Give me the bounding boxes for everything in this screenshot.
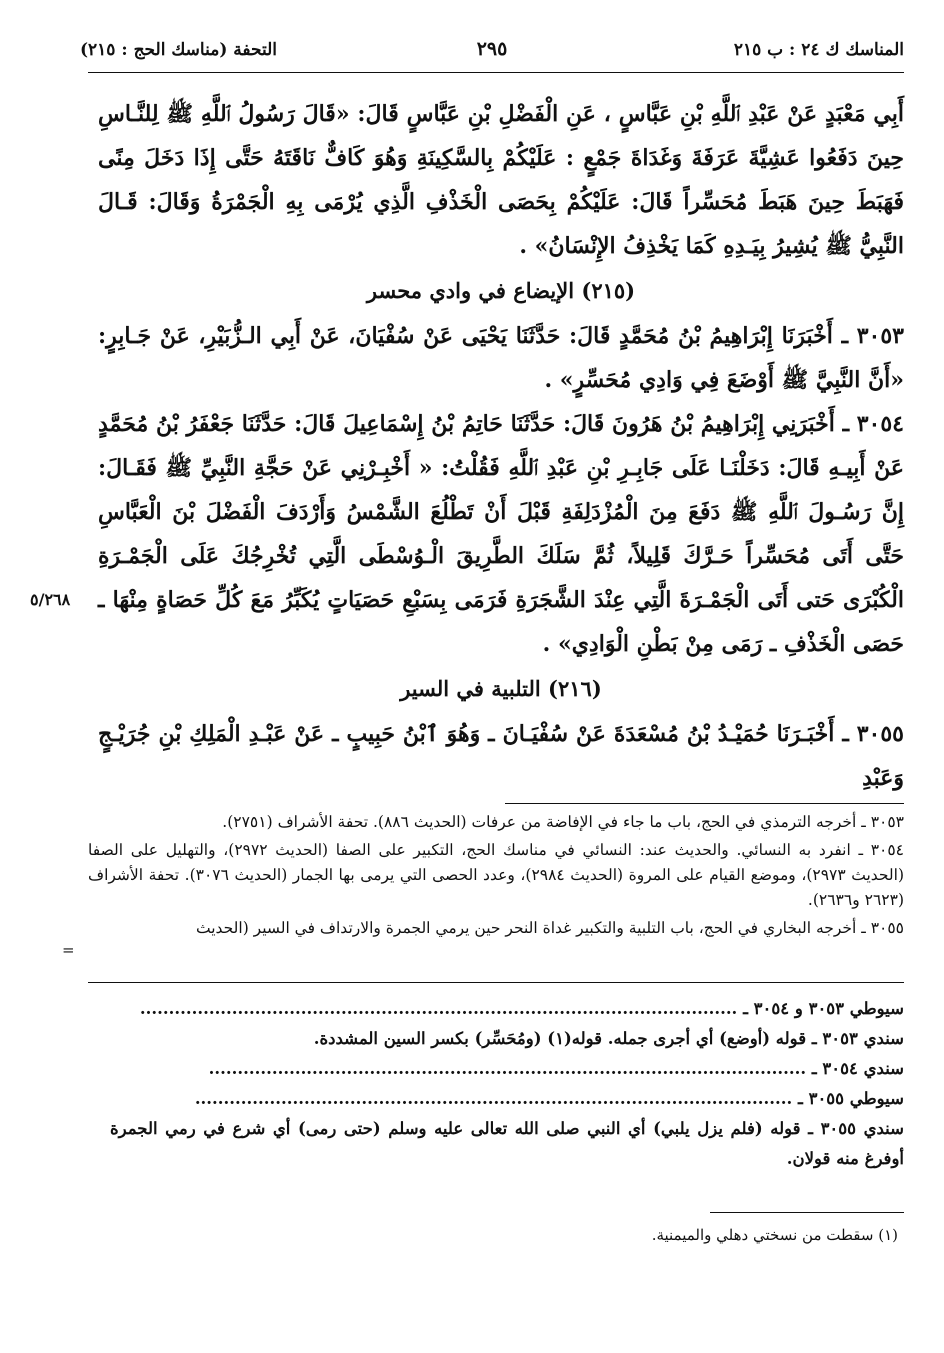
footnote-3055: ٣٠٥٥ ـ أخرجه البخاري في الحج، باب التلبية والتكبير غداة النحر حين يرمي الجمرة والارتداف في السير (الحديث [195, 919, 904, 937]
hadith-continuation: أَبِي مَعْبَدٍ عَنْ عَبْدِ ٱللَّهِ بْنِ عَبَّاسٍ ، عَنِ الْفَضْلِ بْنِ عَبَّاسٍ قَالَ: «قَالَ رَسُولُ ٱللَّهِ ﷺ لِلنَّـاسِ حِينَ دَفَعُوا عَشِيَّةَ عَرَفَةَ وَغَدَاةَ جَمْعٍ : عَلَيْكُمْ بِالسَّكِينَةِ وَهُوَ كَافٌّ نَاقَتَهُ حَتَّى إِذَا دَخَلَ مِنًى فَهَبَطَ حِينَ هَبَطَ مُحَسِّراً قَالَ: عَلَيْكُمْ بِحَصَى الْخَذْفِ الَّذِي يُرْمَى بِهِ الْجَمْرَةُ وَقَالَ: قَـالَ النَّبِيُّ ﷺ يُشِيرُ بِيَـدِهِ كَمَا يَخْذِفُ الإِنْسَانُ» . [98, 101, 904, 259]
footnote-3054: ٣٠٥٤ ـ انفرد به النسائي. والحديث عند: النسائي في مناسك الحج، التكبير على الصفا (الحديث ٢٩٧٢)، والتهليل على الصفا (الحديث ٢٩٧٣)، وموضع القيام على المروة (الحديث ٢٩٨٤)، وعدد الحصى التي يرمى بها الجمار (الحديث ٣٠٧٦). تحفة الأشراف (٢٦٢٣ و٢٦٣٦). [88, 841, 905, 909]
manuscript-note: (١) سقطت من نسختي دهلي والميمنية. [651, 1226, 898, 1244]
commentary-sindi-3054 [110, 1054, 904, 1084]
commentary-divider [88, 982, 904, 983]
margin-reference: ٥/٢٦٨ [30, 590, 71, 609]
header-chapter-ref: المناسك ك ٢٤ : ب ٢١٥ [733, 40, 904, 60]
commentary-section [110, 994, 904, 1174]
page-header [80, 34, 904, 68]
page-number: ٢٩٥ [476, 38, 508, 60]
commentary-suyuti-3053-3054 [110, 994, 904, 1024]
hadith-3055: ٣٠٥٥ ـ أَخْبَـرَنَا حُمَيْـدُ بْنُ مُسْعَدَةَ عَنْ سُفْيَـانَ ـ وَهُوَ ٱبْنُ حَبِيبٍ ـ عَنْ عَبْـدِ الْمَلِكِ بْنِ جُرَيْـجٍ وَعَبْدِ [98, 721, 904, 791]
hadith-3053: ٣٠٥٣ ـ أَخْبَرَنَا إِبْرَاهِيمُ بْنُ مُحَمَّدٍ قَالَ: حَدَّثَنَا يَحْيَى عَنْ سُفْيَانَ، عَنْ أَبِي الـزُّبَيْرِ، عَنْ جَـابِرٍ: «أَنَّ النَّبِيَّ ﷺ أَوْضَعَ فِي وَادِي مُحَسِّرٍ» . [98, 323, 904, 393]
takhrij-footnotes [88, 810, 904, 944]
dot-leader: ........................................................................................................ [208, 1059, 807, 1078]
footnote-divider [505, 803, 904, 804]
chapter-heading-215: (٢١٥) الإيضاع في وادي محسر [366, 278, 636, 303]
dot-leader: ........................................................................................................ [139, 999, 738, 1018]
commentary-sindi-3053: سندي ٣٠٥٣ ـ قوله (أوضع) أي أجرى جمله. قوله(١) (ومُحَسِّر) بكسر السين المشددة. [313, 1029, 904, 1048]
chapter-heading-216: (٢١٦) التلبية في السير [400, 676, 602, 701]
footnote-3053: ٣٠٥٣ ـ أخرجه الترمذي في الحج، باب ما جاء في الإفاضة من عرفات (الحديث ٨٨٦). تحفة الأشراف (٢٧٥١). [222, 813, 904, 831]
commentary-label: سندي ٣٠٥٤ ـ [811, 1059, 904, 1078]
commentary-label: سيوطي ٣٠٥٣ و ٣٠٥٤ ـ [743, 999, 904, 1018]
commentary-sindi-3055: سندي ٣٠٥٥ ـ قوله (فلم يزل يلبي) أي النبي صلى الله تعالى عليه وسلم (حتى رمى) أي شرع في رمي الجمرة أوفرغ منه قولان. [110, 1119, 904, 1168]
dot-leader: ........................................................................................................ [194, 1089, 793, 1108]
main-text [98, 92, 904, 800]
hadith-3054: ٣٠٥٤ ـ أَخْبَرَنِي إِبْرَاهِيمُ بْنُ هَرُونَ قَالَ: حَدَّثَنَا حَاتِمُ بْنُ إِسْمَاعِيلَ قَالَ: حَدَّثَنَا جَعْفَرُ بْنُ مُحَمَّدٍ عَنْ أَبِيـهِ قَالَ: دَخَلْنَـا عَلَى جَابِـرِ بْنِ عَبْدِ ٱللَّهِ فَقُلْتُ: « أَخْبِـرْنِي عَنْ حَجَّةِ النَّبِيِّ ﷺ فَقَـالَ: إِنَّ رَسُـولَ ٱللَّهِ ﷺ دَفَعَ مِنَ الْمُزْدَلِفَةِ قَبْلَ أَنْ تَطْلُعَ الشَّمْسُ وَأَرْدَفَ الْفَضْلَ بْنَ الْعَبَّاسِ حَتَّى أَتَى مُحَسِّراً حَـرَّكَ قَلِيلاً، ثُمَّ سَلَكَ الطَّرِيقَ الْـوُسْطَى الَّتِي تُخْرِجُكَ عَلَى الْجَمْـرَةِ الْكُبْرَى حَتى أَتَى الْجَمْـرَةَ الَّتِي عِنْدَ الشَّجَرَةِ فَرَمَى بِسَبْعِ حَصَيَاتٍ يُكَبِّرُ مَعَ كُلِّ حَصَاةٍ مِنْهَا ـ حَصَى الْخَذْفِ ـ رَمَى مِنْ بَطْنِ الْوَادِي» . [98, 411, 904, 657]
continuation-mark: = [62, 941, 75, 959]
header-tuhfa-ref: التحفة (مناسك الحج : ٢١٥) [80, 40, 278, 60]
commentary-label: سيوطي ٣٠٥٥ ـ [797, 1089, 904, 1108]
header-divider [88, 72, 904, 73]
note-divider [710, 1212, 904, 1213]
commentary-suyuti-3055 [110, 1084, 904, 1114]
